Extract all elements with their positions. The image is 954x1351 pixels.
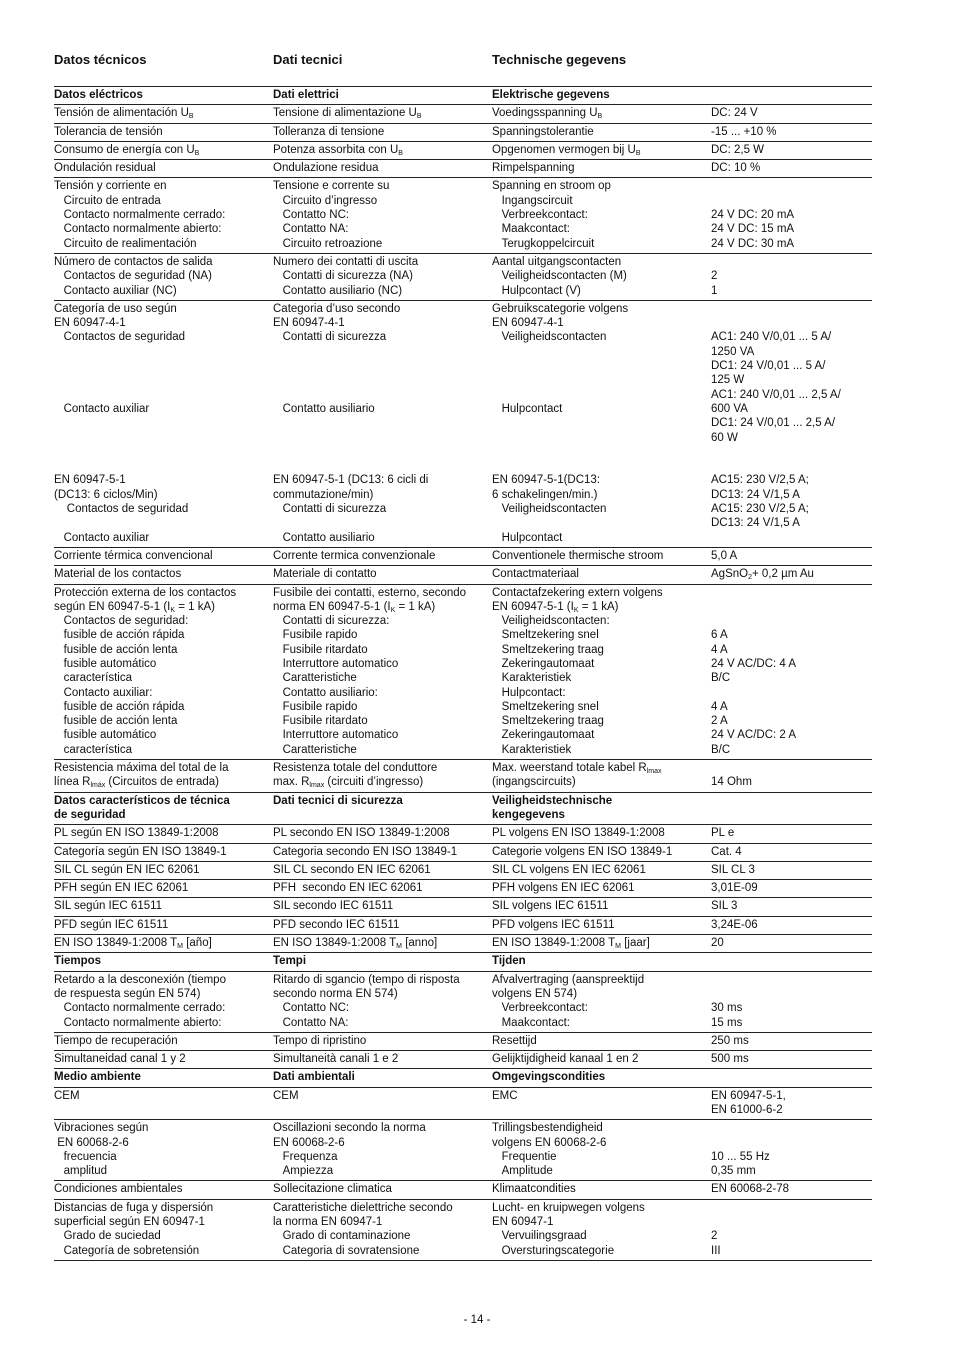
table-row — [54, 825, 872, 843]
cell-es: PL según EN ISO 13849-1:2008 — [54, 825, 273, 843]
cell-nl: Opgenomen vermogen bij $U_B$ — [492, 141, 711, 159]
cell-value: 24 V DC: 20 mA 24 V DC: 15 mA 24 V DC: 30 mA — [711, 178, 872, 253]
spec-table — [54, 86, 872, 1261]
cell-value: 30 ms 15 ms — [711, 971, 872, 1032]
table-row — [54, 1199, 872, 1260]
table-row — [54, 1051, 872, 1069]
table-row — [54, 898, 872, 916]
cell-value: PL e — [711, 825, 872, 843]
cell-es: EN ISO 13849-1:2008 $T_M$ [año] — [54, 935, 273, 953]
cell-es: Número de contactos de salida Contactos de seguridad (NA) Contacto auxiliar (NC) — [54, 253, 273, 300]
cell-nl: Gebruikscategorie volgens EN 60947-4-1 Veiligheidscontacten Hulpcontact EN 60947-5-1(DC13: 6 schakelingen/min.) Veiligheidscontacten Hulpcontact — [492, 300, 711, 547]
cell-es: Retardo a la desconexión (tiempo de respuesta según EN 574) Contacto normalmente cerrado: Contacto normalmente abierto: — [54, 971, 273, 1032]
section-header-row — [54, 87, 872, 105]
cell-it: Resistenza totale del conduttore max. $R_{lmax}$ (circuiti d’ingresso) — [273, 760, 492, 793]
cell-es: Ondulación residual — [54, 160, 273, 178]
cell-value: DC: 2,5 W — [711, 141, 872, 159]
table-row — [54, 584, 872, 760]
table-row — [54, 916, 872, 934]
cell-value: EN 60068-2-78 — [711, 1181, 872, 1199]
table-row — [54, 843, 872, 861]
table-row — [54, 1032, 872, 1050]
cell-nl: SIL CL volgens EN IEC 62061 — [492, 861, 711, 879]
cell-it: Dati tecnici di sicurezza — [273, 792, 492, 825]
cell-it: Caratteristiche dielettriche secondo la norma EN 60947-1 Grado di contaminazione Categoria di sovratensione — [273, 1199, 492, 1260]
table-row — [54, 105, 872, 123]
cell-es: Tolerancia de tensión — [54, 123, 273, 141]
cell-it: Potenza assorbita con $U_B$ — [273, 141, 492, 159]
cell-it: Materiale di contatto — [273, 566, 492, 584]
page-number: - 14 - — [463, 1314, 491, 1326]
cell-it: Tensione e corrente su Circuito d’ingresso Contatto NC: Contatto NA: Circuito retroazione — [273, 178, 492, 253]
cell-es: Tensión de alimentación $U_B$ — [54, 105, 273, 123]
cell-nl: Veiligheidstechnische kengegevens — [492, 792, 711, 825]
cell-nl: Contactmateriaal — [492, 566, 711, 584]
cell-nl: SIL volgens IEC 61511 — [492, 898, 711, 916]
table-row — [54, 1120, 872, 1181]
cell-es: Datos eléctricos — [54, 87, 273, 105]
cell-value: 250 ms — [711, 1032, 872, 1050]
table-row — [54, 178, 872, 253]
cell-nl: Gelijktijdigheid kanaal 1 en 2 — [492, 1051, 711, 1069]
cell-nl: Trillingsbestendigheid volgens EN 60068-2-6 Frequentie Amplitude — [492, 1120, 711, 1181]
cell-nl: Spanningstolerantie — [492, 123, 711, 141]
cell-es: Simultaneidad canal 1 y 2 — [54, 1051, 273, 1069]
cell-es: Medio ambiente — [54, 1069, 273, 1087]
cell-es: Datos característicos de técnica de seguridad — [54, 792, 273, 825]
cell-it: Fusibile dei contatti, esterno, secondo norma EN 60947-5-1 ($I_K = 1$ kA) Contatti di sicurezza: Fusibile rapido Fusibile ritardato Interruttore automatico Caratteristiche Contatto ausiliario: Fusibile rapido Fusibile ritardato Interruttore automatico Caratteristiche — [273, 584, 492, 760]
cell-nl: Resettijd — [492, 1032, 711, 1050]
cell-nl: Categorie volgens EN ISO 13849-1 — [492, 843, 711, 861]
cell-value: 3,24E-06 — [711, 916, 872, 934]
cell-nl: Conventionele thermische stroom — [492, 547, 711, 565]
cell-nl: Voedingsspanning $U_B$ — [492, 105, 711, 123]
cell-es: Protección externa de los contactos según EN 60947-5-1 ($I_K = 1$ kA) Contactos de seguridad: fusible de acción rápida fusible de acción lenta fusible automático característica Contacto auxiliar: fusible de acción rápida fusible de acción lenta fusible automático característica — [54, 584, 273, 760]
cell-value: EN 60947-5-1, EN 61000-6-2 — [711, 1087, 872, 1120]
cell-it: Oscillazioni secondo la norma EN 60068-2-6 Frequenza Ampiezza — [273, 1120, 492, 1181]
table-row — [54, 141, 872, 159]
cell-nl: Contactafzekering extern volgens EN 60947-5-1 ($I_K = 1$ kA) Veiligheidscontacten: Smeltzekering snel Smeltzekering traag Zekeringautomaat Karakteristiek Hulpcontact: Smeltzekering snel Smeltzekering traag Zekeringautomaat Karakteristiek — [492, 584, 711, 760]
cell-nl: PFH volgens EN IEC 62061 — [492, 880, 711, 898]
cell-it: Ritardo di sgancio (tempo di risposta secondo norma EN 574) Contatto NC: Contatto NA: — [273, 971, 492, 1032]
table-row — [54, 760, 872, 793]
cell-nl: Elektrische gegevens — [492, 87, 711, 105]
cell-value: 500 ms — [711, 1051, 872, 1069]
cell-it: Dati ambientali — [273, 1069, 492, 1087]
cell-value: Cat. 4 — [711, 843, 872, 861]
section-header-row — [54, 953, 872, 971]
table-row — [54, 880, 872, 898]
table-row — [54, 1181, 872, 1199]
cell-nl: Klimaatcondities — [492, 1181, 711, 1199]
cell-nl: EMC — [492, 1087, 711, 1120]
cell-it: Numero dei contatti di uscita Contatti di sicurezza (NA) Contatto ausiliario (NC) — [273, 253, 492, 300]
cell-nl: PL volgens EN ISO 13849-1:2008 — [492, 825, 711, 843]
cell-value: SIL 3 — [711, 898, 872, 916]
cell-nl: Spanning en stroom op Ingangscircuit Verbreekcontact: Maakcontact: Terugkoppelcircuit — [492, 178, 711, 253]
cell-value: 5,0 A — [711, 547, 872, 565]
cell-nl: Max. weerstand totale kabel $R_{lmax}$ (ingangscircuits) — [492, 760, 711, 793]
cell-it: Simultaneità canali 1 e 2 — [273, 1051, 492, 1069]
cell-es: Categoría según EN ISO 13849-1 — [54, 843, 273, 861]
cell-es: CEM — [54, 1087, 273, 1120]
cell-es: Categoría de uso según EN 60947-4-1 Contactos de seguridad Contacto auxiliar EN 60947-5-1 (DC13: 6 ciclos/Min) Contactos de seguridad Contacto auxiliar — [54, 300, 273, 547]
cell-nl: PFD volgens IEC 61511 — [492, 916, 711, 934]
cell-nl: Aantal uitgangscontacten Veiligheidscontacten (M) Hulpcontact (V) — [492, 253, 711, 300]
header-spanish: Datos técnicos — [54, 52, 147, 67]
table-row — [54, 300, 872, 547]
cell-es: Distancias de fuga y dispersión superficial según EN 60947-1 Grado de suciedad Categoría de sobretensión — [54, 1199, 273, 1260]
cell-it: SIL secondo IEC 61511 — [273, 898, 492, 916]
cell-it: SIL CL secondo EN IEC 62061 — [273, 861, 492, 879]
cell-it: Tolleranza di tensione — [273, 123, 492, 141]
table-row — [54, 566, 872, 584]
cell-value: DC: 10 % — [711, 160, 872, 178]
cell-it: EN ISO 13849-1:2008 $T_M$ [anno] — [273, 935, 492, 953]
cell-es: Consumo de energía con $U_B$ — [54, 141, 273, 159]
cell-value: 2 III — [711, 1199, 872, 1260]
cell-nl: Tijden — [492, 953, 711, 971]
cell-it: Dati elettrici — [273, 87, 492, 105]
cell-value: 20 — [711, 935, 872, 953]
cell-it: Tensione di alimentazione $U_B$ — [273, 105, 492, 123]
cell-it: Categoria d’uso secondo EN 60947-4-1 Contatti di sicurezza Contatto ausiliario EN 60947-5-1 (DC13: 6 cicli di commutazione/min) Contatti di sicurezza Contatto ausiliario — [273, 300, 492, 547]
cell-es: Tiempo de recuperación — [54, 1032, 273, 1050]
cell-it: Tempi — [273, 953, 492, 971]
cell-value — [711, 792, 872, 825]
cell-value: DC: 24 V — [711, 105, 872, 123]
cell-es: Corriente térmica convencional — [54, 547, 273, 565]
cell-es: Tiempos — [54, 953, 273, 971]
cell-it: Corrente termica convenzionale — [273, 547, 492, 565]
header-dutch: Technische gegevens — [492, 52, 627, 67]
cell-value: -15 ... +10 % — [711, 123, 872, 141]
cell-es: Resistencia máxima del total de la línea $R_{lmáx}$ (Circuitos de entrada) — [54, 760, 273, 793]
section-header-row — [54, 792, 872, 825]
header-italian: Dati tecnici — [273, 52, 343, 67]
cell-value: SIL CL 3 — [711, 861, 872, 879]
cell-value — [711, 87, 872, 105]
cell-nl: Lucht- en kruipwegen volgens EN 60947-1 Vervuilingsgraad Oversturingscategorie — [492, 1199, 711, 1260]
cell-es: PFD según IEC 61511 — [54, 916, 273, 934]
cell-value: 6 A 4 A 24 V AC/DC: 4 A B/C 4 A 2 A 24 V AC/DC: 2 A B/C — [711, 584, 872, 760]
table-row — [54, 935, 872, 953]
cell-value: 14 Ohm — [711, 760, 872, 793]
cell-value: 2 1 — [711, 253, 872, 300]
cell-nl: Rimpelspanning — [492, 160, 711, 178]
table-row — [54, 861, 872, 879]
table-row — [54, 1087, 872, 1120]
cell-value: 3,01E-09 — [711, 880, 872, 898]
table-row — [54, 123, 872, 141]
cell-it: Categoria secondo EN ISO 13849-1 — [273, 843, 492, 861]
cell-it: PL secondo EN ISO 13849-1:2008 — [273, 825, 492, 843]
cell-nl: EN ISO 13849-1:2008 $T_M$ [jaar] — [492, 935, 711, 953]
table-row — [54, 160, 872, 178]
cell-it: Sollecitazione climatica — [273, 1181, 492, 1199]
cell-es: SIL según IEC 61511 — [54, 898, 273, 916]
cell-value — [711, 953, 872, 971]
cell-es: Tensión y corriente en Circuito de entrada Contacto normalmente cerrado: Contacto normalmente abierto: Circuito de realimentación — [54, 178, 273, 253]
column-headers — [54, 52, 872, 67]
cell-nl: Afvalvertraging (aanspreektijd volgens EN 574) Verbreekcontact: Maakcontact: — [492, 971, 711, 1032]
cell-value: 10 ... 55 Hz 0,35 mm — [711, 1120, 872, 1181]
cell-es: Vibraciones según EN 60068-2-6 frecuencia amplitud — [54, 1120, 273, 1181]
cell-value — [711, 1069, 872, 1087]
cell-it: PFD secondo IEC 61511 — [273, 916, 492, 934]
cell-value: AC1: 240 V/0,01 ... 5 A/ 1250 VA DC1: 24 V/0,01 ... 5 A/ 125 W AC1: 240 V/0,01 ... 2,5 A/ 600 VA DC1: 24 V/0,01 ... 2,5 A/ 60 W AC15: 230 V/2,5 A; DC13: 24 V/1,5 A AC15: 230 V/2,5 A; DC13: 24 V/1,5 A — [711, 300, 872, 547]
cell-es: PFH según EN IEC 62061 — [54, 880, 273, 898]
cell-it: Ondulazione residua — [273, 160, 492, 178]
cell-es: Condiciones ambientales — [54, 1181, 273, 1199]
cell-es: Material de los contactos — [54, 566, 273, 584]
cell-it: PFH secondo EN IEC 62061 — [273, 880, 492, 898]
table-row — [54, 253, 872, 300]
cell-it: CEM — [273, 1087, 492, 1120]
cell-nl: Omgevingscondities — [492, 1069, 711, 1087]
cell-it: Tempo di ripristino — [273, 1032, 492, 1050]
cell-es: SIL CL según EN IEC 62061 — [54, 861, 273, 879]
cell-value: AgSnO$_2$+ 0,2 µm Au — [711, 566, 872, 584]
section-header-row — [54, 1069, 872, 1087]
table-row — [54, 971, 872, 1032]
table-row — [54, 547, 872, 565]
